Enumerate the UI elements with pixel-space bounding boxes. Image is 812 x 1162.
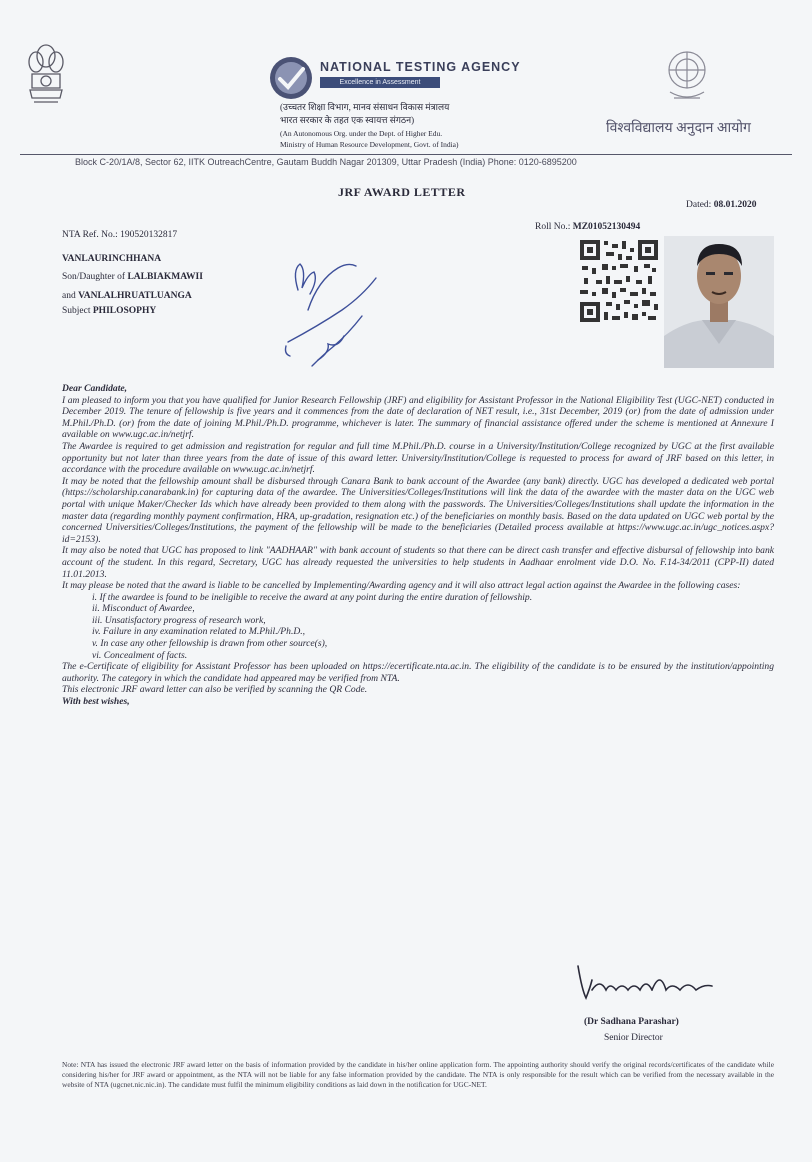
signer-designation: Senior Director bbox=[604, 1033, 663, 1043]
nta-name: NATIONAL TESTING AGENCY bbox=[320, 60, 521, 74]
parent2-name: VANLALHRUATLUANGA bbox=[78, 291, 192, 301]
subject-value: PHILOSOPHY bbox=[92, 306, 157, 316]
case-item: ii. Misconduct of Awardee, bbox=[92, 603, 195, 615]
dated-label: Dated: bbox=[686, 200, 712, 210]
roll-number bbox=[535, 222, 640, 232]
cancellation-cases bbox=[62, 592, 774, 662]
paragraph-2: The Awardee is required to get admission and registration for regular and full time M.Phil./Ph.D. course in a University/Institution/College recognized by UGC at the first available opportunity but not later than three years from the date of issue of this award letter. University/Institution/College is requested to process for award of JRF based on this letter, in accordance with the procedure available on www.ugc.ac.in/netjrf. bbox=[62, 440, 774, 476]
nta-tagline: Excellence in Assessment bbox=[320, 77, 440, 88]
director-signature bbox=[570, 960, 720, 1006]
header-divider bbox=[20, 154, 792, 155]
case-item: iv. Failure in any examination related to M.Phil./Ph.D., bbox=[92, 626, 306, 638]
parent-line bbox=[62, 272, 203, 282]
ref-label: NTA Ref. No.: bbox=[62, 230, 118, 240]
letter-body bbox=[62, 383, 774, 708]
greeting: Dear Candidate, bbox=[62, 383, 128, 394]
candidate-name-value: VANLAURINCHHANA bbox=[62, 254, 162, 264]
candidate-photo bbox=[664, 236, 774, 368]
self-attested-signature bbox=[278, 250, 390, 376]
ref-number bbox=[62, 230, 177, 240]
ministry-hindi-line-2: भारत सरकार के तहत एक स्वायत्त संगठन) bbox=[280, 115, 415, 125]
national-emblem-icon bbox=[22, 40, 70, 118]
and-label: and bbox=[62, 291, 76, 301]
dated-value: 08.01.2020 bbox=[713, 200, 757, 210]
paragraph-4: It may also be noted that UGC has proposed to link "AADHAAR" with bank account of students so that there can be direct cash transfer and effective disbursal of fellowship into bank account of the student. In this regard, Secretary, UGC has already requested the universities to help students in Aadhaar enrolment vide D.O. No. F.14-34/2011 (CPP-II) dated 11.01.2013. bbox=[62, 545, 774, 580]
roll-label: Roll No.: bbox=[535, 222, 571, 232]
ref-value: 190520132817 bbox=[120, 230, 178, 240]
candidate-name bbox=[62, 254, 161, 264]
case-item: vi. Concealment of facts. bbox=[92, 649, 188, 661]
parent-label: Son/Daughter of bbox=[62, 272, 126, 282]
ugc-hindi-name: विश्वविद्यालय अनुदान आयोग bbox=[606, 121, 751, 136]
subject-label: Subject bbox=[62, 306, 91, 316]
nta-logo-icon bbox=[268, 55, 314, 101]
signer-name: (Dr Sadhana Parashar) bbox=[584, 1017, 679, 1027]
parent2-line bbox=[62, 291, 192, 301]
parent-name: LALBIAKMAWII bbox=[127, 272, 203, 282]
subject-line bbox=[62, 306, 156, 316]
paragraph-1: I am pleased to inform you that you have qualified for Junior Research Fellowship (JRF) and eligibility for Assistant Professor in the National Eligibility Test (UGC-NET) conducted in December 2019. The tenure of fellowship is five years and it commences from the date of declaration of NET result, i.e., 31st December, 2019 (or) from the date of admission under M.Phil./Ph.D. (or) from the date of joining M.Phil./Ph.D. programme, whichever is later. The summary of financial assistance offered under the scheme is mentioned at Annexure I available on www.ugc.ac.in/netjrf. bbox=[62, 394, 774, 441]
paragraph-3: It may be noted that the fellowship amount shall be disbursed through Canara Bank to bank account of the Awardee (any bank) directly. UGC has developed a dedicated web portal (https://scholarship.canarabank.in) for capturing data of the awardee. The Universities/Colleges/Institutions will link the data of the awardee with the master data on the UGC web portal with unique Maker/Checker Ids which have already been provided to them along with the passwords. The Universities/Colleges/Institutions shall update the information in the master data (regarding monthly payment confirmation, HRA, up-gradation, resignation etc.) of the beneficiaries on monthly basis. Based on the data updated on UGC web portal by the concerned Universities/Colleges/Institutions, the payment of the fellowship will be made to the beneficiaries (Detailed process available at https://www.ugc.ac.in/ugc_notices.aspx?id=2153). bbox=[62, 475, 774, 545]
footnote: Note: NTA has issued the electronic JRF award letter on the basis of information provided by the candidate in his/her online application form. The appointing authority should verify the original records/certificates of the candidate while considering his/her for JRF award or appointment, as the NTA will not be liable for any false information provided by the candidate. The NTA is only responsible for the result which can be verified from the necessary available in the website of NTA (ugcnet.nic.nic.in). The candidate must fulfil the minimum eligibility conditions as laid down in the notification for UGC-NET. bbox=[62, 1060, 774, 1089]
ministry-hindi-line-1: (उच्चतर शिक्षा विभाग, मानव संसाधन विकास मंत्रालय bbox=[280, 102, 450, 112]
ugc-logo-icon bbox=[658, 48, 716, 108]
letter-title: JRF AWARD LETTER bbox=[338, 185, 466, 199]
case-item: v. In case any other fellowship is drawn from other source(s), bbox=[92, 638, 328, 650]
closing: With best wishes, bbox=[62, 696, 130, 708]
roll-value: MZ01052130494 bbox=[572, 222, 641, 232]
letter-date bbox=[686, 200, 756, 210]
qr-code-icon bbox=[578, 238, 660, 324]
paragraph-5: It may please be noted that the award is liable to be cancelled by Implementing/Awarding agency and it will also attract legal action against the Awardee in the following cases: bbox=[62, 580, 741, 592]
case-item: iii. Unsatisfactory progress of research work, bbox=[92, 614, 266, 626]
nta-address: Block C-20/1A/8, Sector 62, IITK OutreachCentre, Gautam Buddh Nagar 201309, Uttar Pradesh (India) Phone: 0120-6895200 bbox=[75, 157, 577, 167]
ministry-english-line-2: Ministry of Human Resource Development, Govt. of India) bbox=[280, 140, 459, 149]
paragraph-7: This electronic JRF award letter can also be verified by scanning the QR Code. bbox=[62, 684, 368, 696]
ministry-english-line-1: (An Autonomous Org. under the Dept. of Higher Edu. bbox=[280, 129, 443, 138]
case-item: i. If the awardee is found to be ineligible to receive the award at any point during the entire duration of fellowship. bbox=[92, 591, 533, 603]
paragraph-6: The e-Certificate of eligibility for Assistant Professor has been uploaded on https://ecertificate.nta.ac.in. The eligibility of the candidate is to be ensured by the institution/appointing authority. The category in which the candidate had appeared may be verified from NTA. bbox=[62, 661, 774, 684]
